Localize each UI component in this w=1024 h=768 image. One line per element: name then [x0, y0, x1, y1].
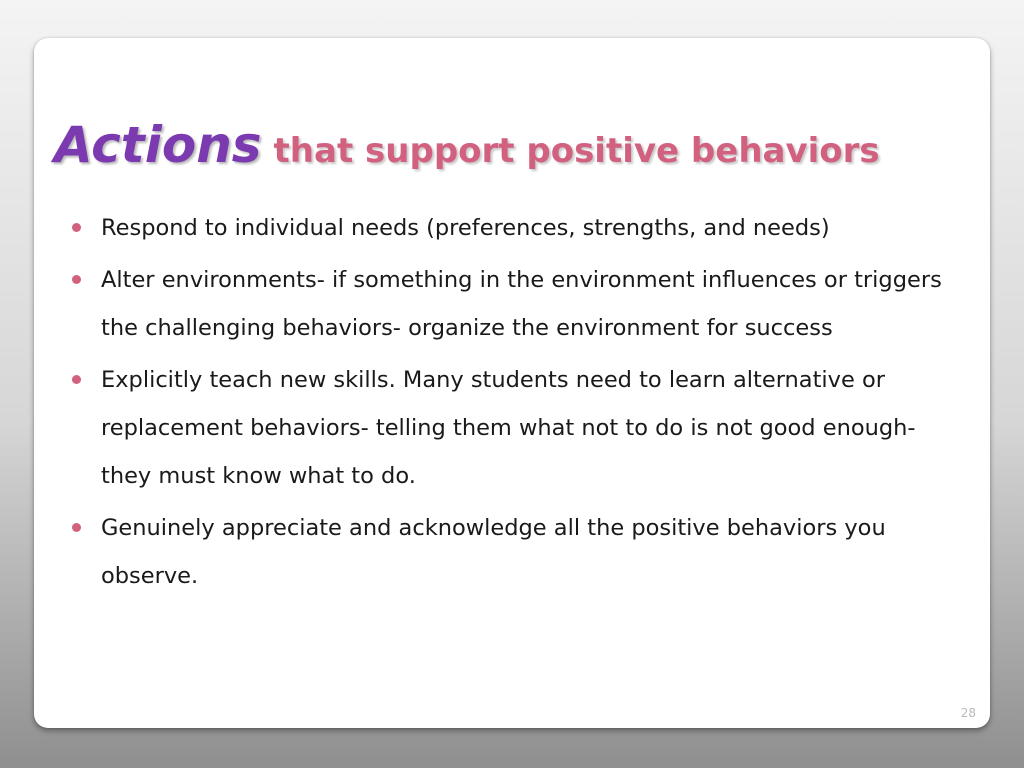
bullet-icon: [72, 375, 81, 384]
title-subtitle: that support positive behaviors: [273, 131, 880, 171]
list-item: [72, 256, 972, 352]
bullet-text: Explicitly teach new skills. Many students need to learn alternative or replacement behaviors- telling them what not to do is not good enough- they must know what to do.: [101, 367, 916, 489]
list-item: [72, 356, 972, 500]
list-item: [72, 204, 972, 252]
title-main: Actions: [54, 116, 262, 174]
bullet-icon: [72, 275, 81, 284]
bullet-icon: [72, 223, 81, 232]
bullet-text: Alter environments- if something in the environment influences or triggers the challenging behaviors- organize the environment for success: [101, 267, 942, 341]
list-item: [72, 504, 972, 600]
bullet-text: Genuinely appreciate and acknowledge all the positive behaviors you observe.: [101, 515, 886, 589]
slide-title: [54, 116, 880, 174]
bullet-list: [72, 204, 972, 604]
bullet-icon: [72, 523, 81, 532]
page-number: 28: [960, 706, 976, 720]
bullet-text: Respond to individual needs (preferences, strengths, and needs): [101, 215, 830, 241]
